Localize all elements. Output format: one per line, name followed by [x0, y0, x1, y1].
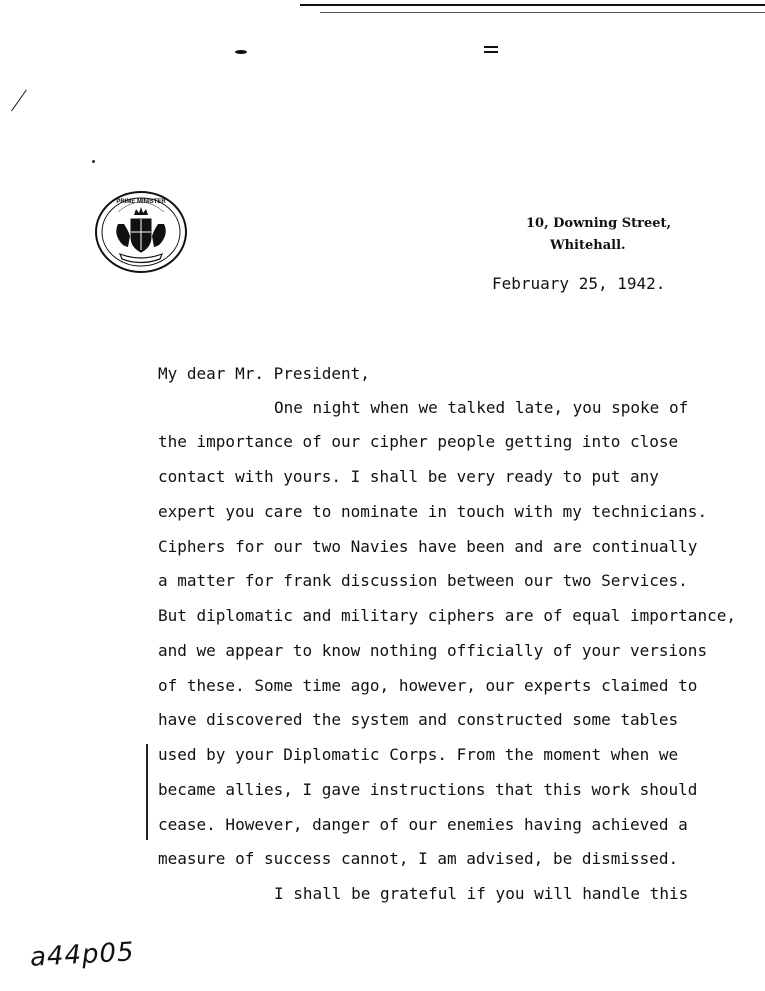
- svg-text:PRIME MINISTER: PRIME MINISTER: [116, 199, 166, 205]
- body-line: contact with yours. I shall be very ready to put any: [158, 467, 659, 486]
- body-line: used by your Diplomatic Corps. From the moment when we: [158, 745, 679, 764]
- body-line: and we appear to know nothing officially of your versions: [158, 641, 708, 660]
- body-line: a matter for frank discussion between our two Services.: [158, 571, 688, 590]
- body-line: One night when we talked late, you spoke of: [274, 398, 689, 417]
- body-line: of these. Some time ago, however, our experts claimed to: [158, 676, 698, 695]
- letterhead-address-line2: Whitehall.: [550, 238, 626, 253]
- body-line: But diplomatic and military ciphers are of equal importance,: [158, 606, 736, 625]
- prime-minister-seal-icon: [94, 190, 188, 274]
- body-line: have discovered the system and constructed some tables: [158, 710, 679, 729]
- body-line: expert you care to nominate in touch with my technicians.: [158, 502, 708, 521]
- handwritten-annotation: a44p05: [29, 937, 136, 973]
- letter-date: February 25, 1942.: [492, 274, 666, 293]
- stray-dot: [92, 160, 95, 163]
- salutation: My dear Mr. President,: [158, 364, 370, 383]
- punch-mark-right: [484, 46, 498, 53]
- body-line: became allies, I gave instructions that this work should: [158, 780, 698, 799]
- body-line: Ciphers for our two Navies have been and are continually: [158, 537, 698, 556]
- body-line: cease. However, danger of our enemies having achieved a: [158, 815, 688, 834]
- top-rule-thin: [320, 12, 765, 13]
- letterhead-address-line1: 10, Downing Street,: [526, 216, 672, 231]
- body-line: measure of success cannot, I am advised, be dismissed.: [158, 849, 679, 868]
- pencil-stroke: [11, 90, 27, 112]
- punch-mark-left: [235, 50, 247, 54]
- body-line: the importance of our cipher people getting into close: [158, 432, 679, 451]
- top-rule: [300, 4, 765, 6]
- body-line: I shall be grateful if you will handle this: [274, 884, 689, 903]
- margin-pencil-mark: [146, 744, 148, 840]
